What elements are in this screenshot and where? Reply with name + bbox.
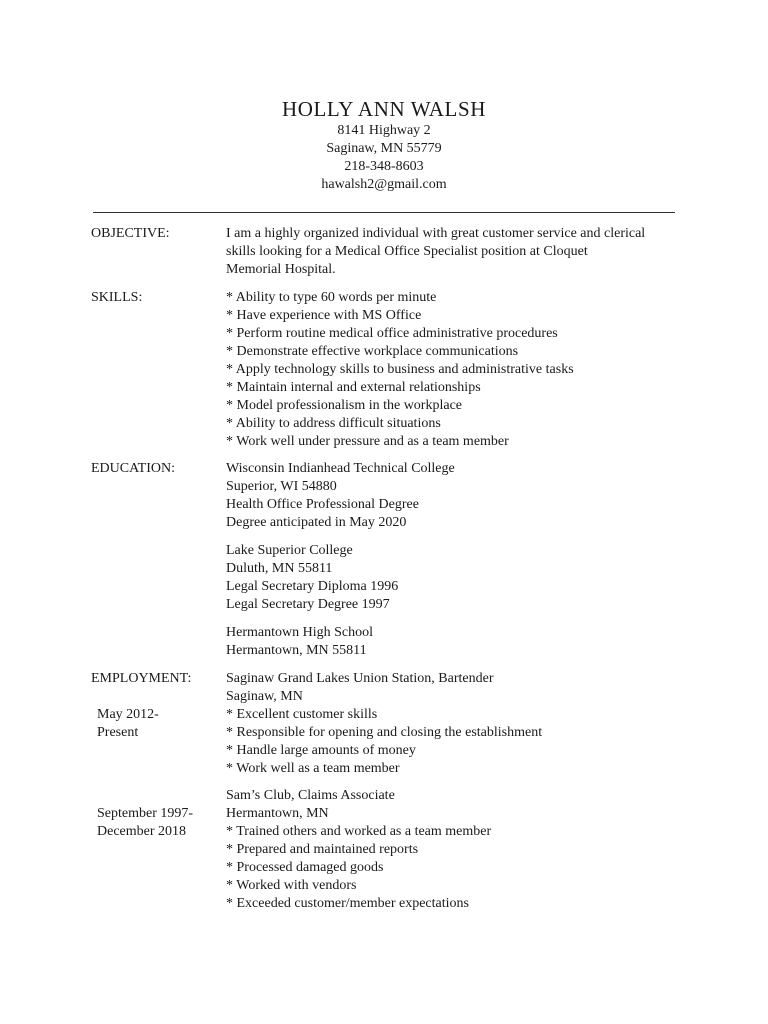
job-title: Saginaw Grand Lakes Union Station, Bartender: [226, 671, 494, 686]
header-divider: [93, 212, 675, 213]
job-dates: [97, 706, 222, 742]
phone-number: 218-348-8603: [344, 159, 424, 174]
school-credential: Legal Secretary Diploma 1996: [226, 579, 399, 594]
skills-list: [226, 289, 696, 451]
job-duty: * Handle large amounts of money: [226, 743, 416, 758]
school-location: Superior, WI 54880: [226, 479, 337, 494]
job-location: Saginaw, MN: [226, 689, 303, 704]
job-dates: [97, 805, 222, 841]
objective-text: [226, 225, 696, 279]
job-date-start: May 2012-: [97, 707, 159, 722]
skill-item: * Maintain internal and external relationships: [226, 380, 481, 395]
objective-label: OBJECTIVE:: [91, 226, 170, 241]
skill-item: * Work well under pressure and as a team member: [226, 434, 509, 449]
school-location: Hermantown, MN 55811: [226, 643, 367, 658]
school-entry: [226, 542, 696, 614]
school-entry: [226, 624, 696, 660]
skill-item: * Demonstrate effective workplace communications: [226, 344, 519, 359]
education-label: EDUCATION:: [91, 461, 175, 476]
job-duty: * Work well as a team member: [226, 761, 400, 776]
job-duty: * Worked with vendors: [226, 878, 357, 893]
skill-item: * Apply technology skills to business and administrative tasks: [226, 362, 574, 377]
job-entry: [226, 670, 696, 778]
job-location: Hermantown, MN: [226, 806, 329, 821]
objective-line: I am a highly organized individual with great customer service and clerical: [226, 226, 646, 241]
skill-item: * Model professionalism in the workplace: [226, 398, 463, 413]
job-title: Sam’s Club, Claims Associate: [226, 788, 395, 803]
job-date-end: Present: [97, 725, 139, 740]
job-entry: [226, 787, 696, 913]
applicant-name: HOLLY ANN WALSH: [281, 97, 487, 121]
skill-item: * Perform routine medical office administrative procedures: [226, 326, 558, 341]
address-line-2: Saginaw, MN 55779: [326, 141, 442, 156]
employment-label: EMPLOYMENT:: [91, 671, 192, 686]
school-location: Duluth, MN 55811: [226, 561, 333, 576]
school-credential: Legal Secretary Degree 1997: [226, 597, 390, 612]
school-entry: [226, 460, 696, 532]
school-credential: Degree anticipated in May 2020: [226, 515, 407, 530]
job-date-start: September 1997-: [97, 806, 194, 821]
objective-line: skills looking for a Medical Office Specialist position at Cloquet: [226, 244, 588, 259]
job-duty: * Excellent customer skills: [226, 707, 378, 722]
job-duty: * Responsible for opening and closing the establishment: [226, 725, 543, 740]
school-name: Lake Superior College: [226, 543, 353, 558]
job-duty: * Exceeded customer/member expectations: [226, 896, 469, 911]
objective-line: Memorial Hospital.: [226, 262, 336, 277]
skill-item: * Have experience with MS Office: [226, 308, 422, 323]
skills-label: SKILLS:: [91, 290, 143, 305]
job-date-end: December 2018: [97, 824, 187, 839]
job-duty: * Prepared and maintained reports: [226, 842, 419, 857]
email-address: hawalsh2@gmail.com: [321, 177, 447, 192]
skill-item: * Ability to address difficult situations: [226, 416, 441, 431]
job-duty: * Processed damaged goods: [226, 860, 384, 875]
skill-item: * Ability to type 60 words per minute: [226, 290, 437, 305]
school-credential: Health Office Professional Degree: [226, 497, 419, 512]
address-line-1: 8141 Highway 2: [337, 123, 431, 138]
school-name: Hermantown High School: [226, 625, 373, 640]
school-name: Wisconsin Indianhead Technical College: [226, 461, 455, 476]
resume-header: [0, 96, 768, 194]
job-duty: * Trained others and worked as a team member: [226, 824, 492, 839]
